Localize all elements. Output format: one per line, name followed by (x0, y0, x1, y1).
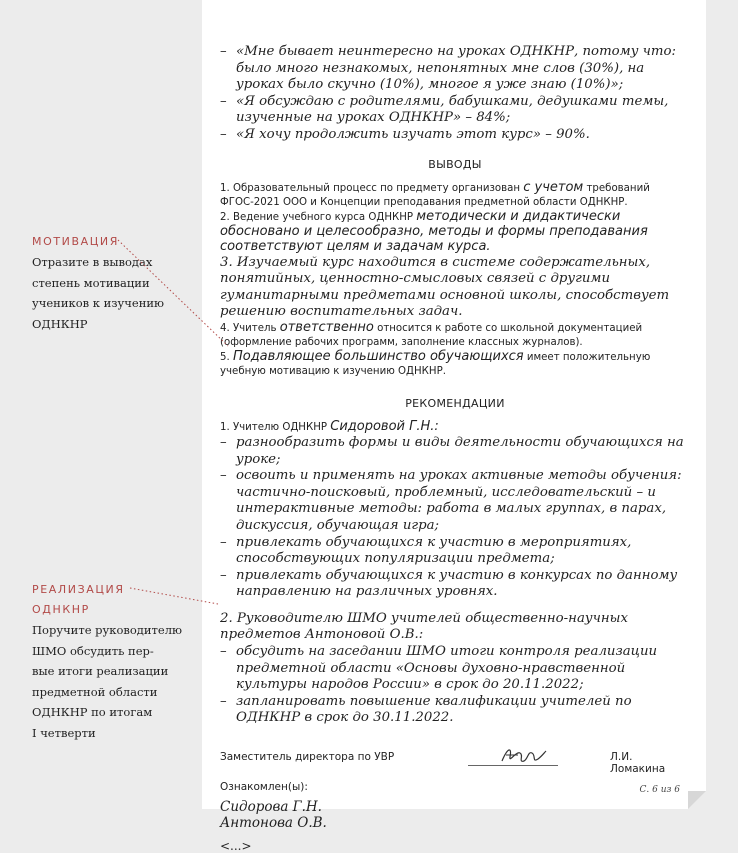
margin-note-implementation (32, 580, 197, 743)
list-item: – освоить и применять на уроках активные методы обучения: частично-поисковый, проблемный, исследовательский – и интерактивные методы: работа в малых группах, в парах, дискуссия, обучающая игра; (220, 468, 682, 533)
list-item: – «Я хочу продолжить изучать этот курс» – 90%. (220, 126, 590, 142)
conclusions-heading: ВЫВОДЫ (428, 157, 482, 171)
recommendation-1-intro: 1. Учителю ОДНКНР Сидоровой Г.Н.: (220, 418, 439, 434)
acknowledged-label: Ознакомлен(ы): (220, 781, 308, 794)
signature-row (220, 745, 690, 776)
margin-note-motivation (32, 232, 197, 334)
margin-note-body: Поручите руководителю ШМО обсудить пер- вые итоги реализации предметной области ОДНКНР по итогам I четверти (32, 623, 183, 740)
list-item: – привлекать обучающихся к участию в конкурсах по данному направлению на различных уровнях. (220, 567, 678, 600)
conclusion-item-3: 3. Изучаемый курс находится в системе содержательных, понятийных, ценностно-смысловых связей с другими гуманитарными предметами основной школы, способствует решению воспитательных задач. (220, 254, 670, 320)
margin-note-body: Отразите в выводах степень мотивации учеников к изучению ОДНКНР (32, 255, 165, 331)
quote-list (220, 44, 690, 144)
list-item: – разнообразить формы и виды деятельности обучающихся на уроке; (220, 434, 684, 467)
margin-note-title: РЕАЛИЗАЦИЯ ОДНКНР (32, 583, 125, 616)
acknowledged-names (220, 799, 690, 831)
document-content (220, 44, 690, 853)
list-item: – обсудить на заседании ШМО итоги контроля реализации предметной области «Основы духовно-нравственной культуры народов России» в срок до 20.11.2022; (220, 644, 658, 693)
document-page (202, 0, 706, 853)
list-item: – «Мне бывает неинтересно на уроках ОДНКНР, потому что: было много незнакомых, непонятных мне слов (30%), на уроках было скучно (10%), многое я уже знаю (10%)»; (220, 44, 677, 93)
acknowledged-name: Антонова О.В. (220, 815, 327, 832)
conclusion-item-1: 1. Образовательный процесс по предмету организован с учетом требований ФГОС-2021 ООО и Концепции преподавания предметной области ОДНКНР. (220, 179, 650, 208)
page-corner-fold (688, 791, 706, 809)
recommendations-heading: РЕКОМЕНДАЦИИ (405, 396, 505, 410)
signer-name: Л.И. Ломакина (610, 751, 666, 776)
signer-role: Заместитель директора по УВР (220, 751, 395, 764)
list-item: – «Я обсуждаю с родителями, бабушками, дедушками темы, изученные на уроках ОДНКНР» – 84%; (220, 93, 669, 126)
omission-mark: <...> (220, 839, 252, 853)
conclusion-item-5: 5. Подавляющее большинство обучающихся имеет положительную учебную мотивацию к изучению ОДНКНР. (220, 348, 651, 377)
conclusion-item-2: 2. Ведение учебного курса ОДНКНР методически и дидактически обосновано и целесообразно, методы и формы преподавания соответствуют целям и задачам курса. (220, 208, 648, 254)
handwritten-signature (498, 743, 548, 767)
recommendation-2-intro: 2. Руководителю ШМО учителей общественно-научных предметов Антоновой О.В.: (220, 610, 628, 643)
acknowledged-name: Сидорова Г.Н. (220, 799, 322, 816)
margin-note-title: МОТИВАЦИЯ (32, 235, 119, 248)
list-item: – запланировать повышение квалификации учителей по ОДНКНР в срок до 30.11.2022. (220, 693, 632, 726)
page-number: С. 6 из 6 (639, 785, 680, 795)
conclusion-item-4: 4. Учитель ответственно относится к работе со школьной документацией (оформление рабочих программ, заполнение классных журналов). (220, 319, 643, 348)
list-item: – привлекать обучающихся к участию в мероприятиях, способствующих популяризации предмета; (220, 534, 632, 567)
